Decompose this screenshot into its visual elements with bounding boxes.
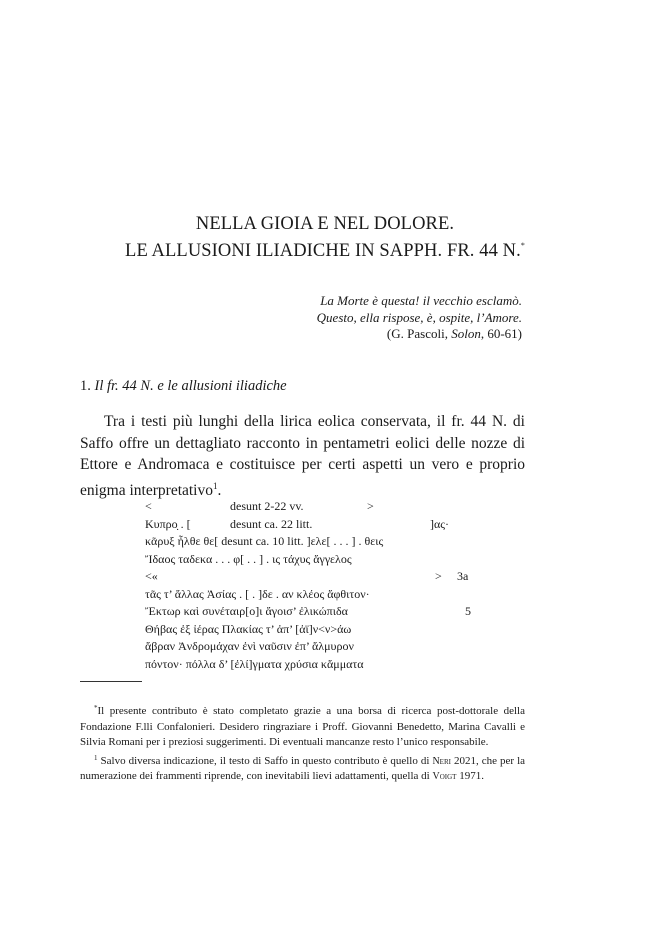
- verse-text: Ἴδαος ταδεκα . . . φ[ . . ] . ις τάχυς ἄγγελος: [145, 551, 352, 566]
- article-title: [0, 214, 650, 262]
- section-title: Il fr. 44 N. e le allusioni iliadiche: [94, 378, 287, 394]
- epigraph-line-2: Questo, ella rispose, è, ospite, l’Amore.: [316, 309, 522, 325]
- verse-lacuna-note: desunt ca. 22 litt.: [230, 516, 313, 531]
- verse-line: [145, 621, 485, 639]
- verse-text: <«: [145, 569, 158, 583]
- footnote-2-text-c: 1971.: [456, 770, 484, 782]
- verse-text: <: [145, 499, 152, 513]
- verse-text: ἄβραν Ἀνδρομάχαν ἐνὶ ναῦσιν ἐπ’ ἄλμυρον: [145, 639, 354, 653]
- title-footnote-marker: *: [520, 241, 525, 250]
- verse-line: [145, 586, 485, 604]
- footnotes: [80, 701, 525, 785]
- footnote-1-marker: *: [94, 704, 98, 712]
- section-number: 1.: [80, 378, 95, 394]
- footnote-2-text-b: 2021, che per la numerazione dei frammenti riprende, con inevitabili lievi adattamenti, quella di: [80, 754, 526, 782]
- verse-bracket: >: [367, 499, 374, 513]
- verse-line: [145, 603, 485, 621]
- citation-work: Solon: [451, 326, 481, 341]
- footnote-1-text: Il presente contributo è stato completato grazie a una borsa di ricerca post-dottorale della Fondazione F.lli Confalonieri. Desidero ringraziare i Proff. Giovanni Benedetto, Marina Cavalli e Silvia Romani per i preziosi suggerimenti. Di eventuali mancanze resto l’unico responsabile.: [80, 705, 525, 748]
- verse-line: [145, 656, 485, 674]
- epigraph: [317, 293, 522, 343]
- verse-line: [145, 516, 485, 534]
- epigraph-line-1: La Morte è questa! il vecchio esclamò.: [320, 293, 522, 308]
- author-neri: Neri: [432, 755, 451, 767]
- author-voigt: Voigt: [432, 771, 457, 782]
- verse-line-number: 5: [465, 604, 471, 618]
- verse-line-number: 3a: [457, 569, 469, 583]
- footnote-ref[interactable]: 1: [213, 480, 218, 491]
- verse-line: [145, 533, 485, 551]
- section-heading: [80, 378, 287, 395]
- verse-text: πόντον· πόλλα δ’ [ἐλί]γματα χρύσια κἄμματα: [145, 656, 364, 671]
- verse-line: [145, 498, 485, 516]
- footnote-separator: [80, 681, 142, 682]
- greek-verse-block: [145, 498, 485, 673]
- footnote-2-text-a: Salvo diversa indicazione, il testo di Saffo in questo contributo è quello di: [100, 754, 433, 767]
- footnote-2-marker: 1: [94, 753, 98, 762]
- citation-author: (G. Pascoli,: [386, 326, 452, 341]
- verse-text: Θήβας ἐξ ἰέρας Πλακίας τ’ ἀπ’ [ἀϊ]ν<ν>άω: [145, 621, 352, 636]
- verse-line: [145, 551, 485, 569]
- verse-bracket: ]ας·: [430, 516, 450, 531]
- verse-line: [145, 638, 485, 656]
- paragraph-text: Tra i testi più lunghi della lirica eolica conservata, il fr. 44 N. di Saffo offre un dettagliato racconto in pentametri eolici delle nozze di Ettore e Andromaca e costituisce per certi aspetti un vero e proprio enigma interpretativo: [80, 413, 525, 499]
- verse-lacuna-note: desunt 2-22 vv.: [230, 499, 304, 513]
- body-paragraph: [80, 411, 525, 501]
- citation-lines: , 60-61): [480, 326, 522, 341]
- footnote-1: [80, 701, 525, 751]
- title-line-2: [0, 235, 650, 262]
- verse-text: τᾶς τ’ ἄλλας Ἀσίας . [ . ]δε . αν κλέος ἄφθιτον·: [145, 586, 370, 601]
- title-line-1: NELLA GIOIA E NEL DOLORE.: [195, 214, 455, 234]
- title-line-2-text: LE ALLUSIONI ILIADICHE IN SAPPH. FR. 44 N.: [125, 241, 521, 261]
- paragraph-end: .: [217, 481, 222, 499]
- verse-text: Ἔκτωρ καὶ συνέταιρ[ο]ι ἄγοισ’ ἐλικώπιδα: [145, 604, 348, 618]
- verse-text: Κυπρο̣ . [: [145, 516, 191, 531]
- epigraph-citation: [317, 326, 522, 343]
- verse-text: κᾶρυξ ἦλθε θε[ desunt ca. 10 litt. ]ελε[ . . . ] . θεις: [145, 534, 384, 548]
- verse-line: [145, 568, 485, 586]
- footnote-2: [80, 751, 525, 785]
- verse-bracket: >: [435, 569, 442, 583]
